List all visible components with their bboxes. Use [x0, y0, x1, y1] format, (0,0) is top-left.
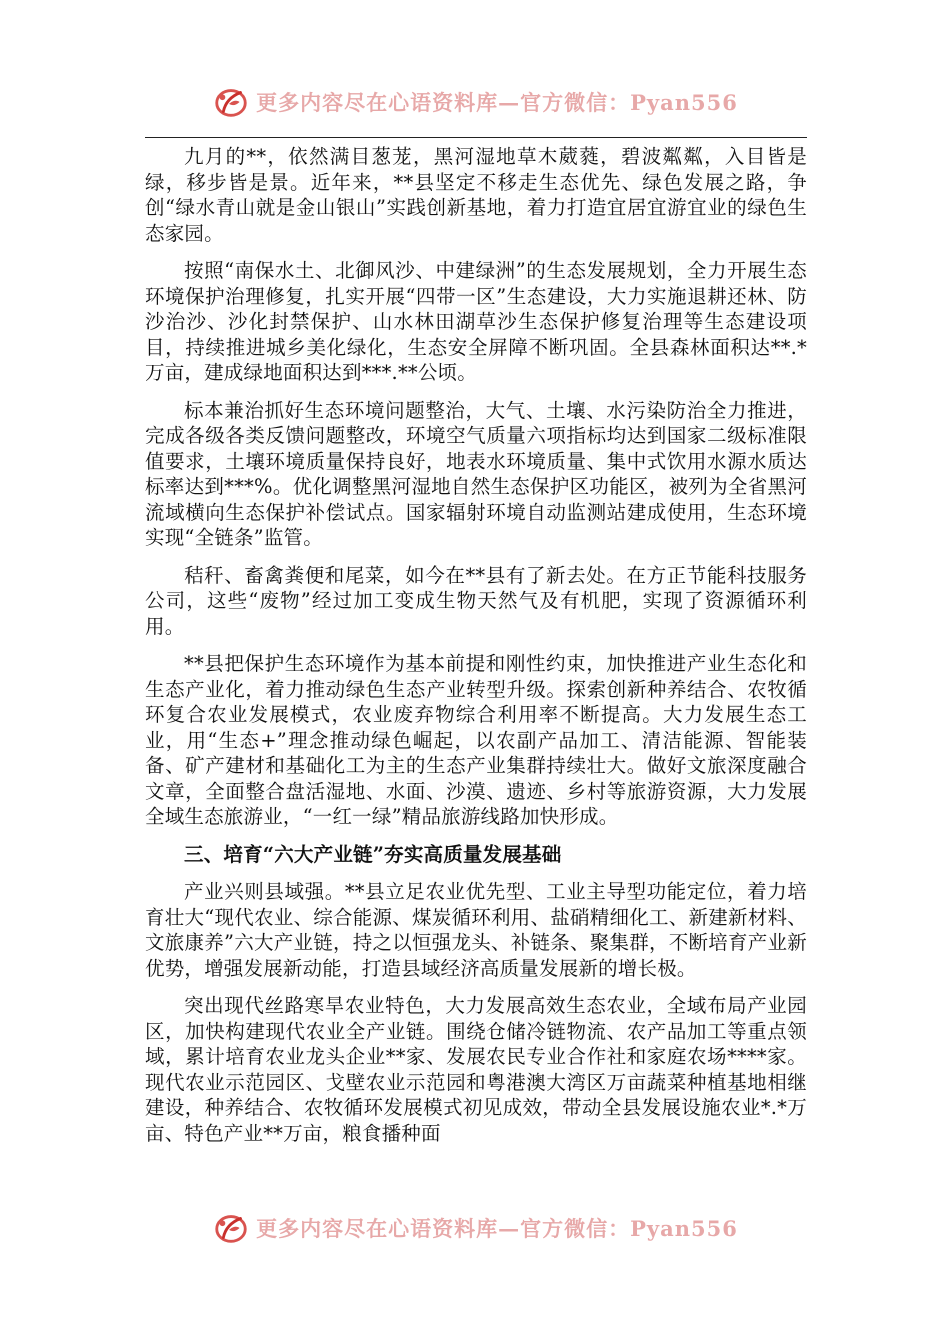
header-divider — [145, 137, 807, 138]
paragraph: 标本兼治抓好生态环境问题整治，大气、土壤、水污染防治全力推进，完成各级各类反馈问题整改，环境空气质量六项指标均达到国家二级标准限值要求，土壤环境质量保持良好，地表水环境质量、集中式饮用水源水质达标率达到***%。优化调整黑河湿地自然生态保护区功能区，被列为全省黑河流域横向生态保护补偿试点。国家辐射环境自动监测站建成使用，生态环境实现“全链条”监管。 — [145, 398, 807, 549]
paragraph: 按照“南保水土、北御风沙、中建绿洲”的生态发展规划，全力开展生态环境保护治理修复，扎实开展“四带一区”生态建设，大力实施退耕还林、防沙治沙、沙化封禁保护、山水林田湖草沙生态保护修复治理等生态建设项目，持续推进城乡美化绿化，生态安全屏障不断巩固。全县森林面积达**.*万亩，建成绿地面积达到***.**公顷。 — [145, 259, 807, 384]
document-body — [145, 144, 807, 1192]
banner-text: 更多内容尽在心语资料库—官方微信：Pyan556 — [256, 1216, 738, 1241]
paragraph: 九月的**，依然满目葱茏，黑河湿地草木葳蕤，碧波粼粼，入目皆是绿，移步皆是景。近年来，**县坚定不移走生态优先、绿色发展之路，争创“绿水青山就是金山银山”实践创新基地，着力打造宜居宜游宜业的绿色生态家园。 — [145, 145, 807, 245]
sprout-logo-icon — [212, 83, 250, 121]
footer-banner — [0, 1206, 950, 1250]
paragraph: **县把保护生态环境作为基本前提和刚性约束，加快推进产业生态化和生态产业化，着力推动绿色生态产业转型升级。探索创新种养结合、农牧循环复合农业发展模式，农业废弃物综合利用率不断提高。大力发展生态工业，用“生态+”理念推动绿色崛起，以农副产品加工、清洁能源、智能装备、矿产建材和基础化工为主的生态产业集群持续壮大。做好文旅深度融合文章，全面整合盘活湿地、水面、沙漠、遗迹、乡村等旅游资源，大力发展全域生态旅游业，“一红一绿”精品旅游线路加快形成。 — [145, 652, 807, 828]
section-heading: 三、培育“六大产业链”夯实高质量发展基础 — [184, 842, 562, 866]
paragraph: 秸秆、畜禽粪便和尾菜，如今在**县有了新去处。在方正节能科技服务公司，这些“废物”经过加工变成生物天然气及有机肥，实现了资源循环利用。 — [145, 563, 807, 638]
paragraph: 产业兴则县域强。**县立足农业优先型、工业主导型功能定位，着力培育壮大“现代农业、综合能源、煤炭循环利用、盐硝精细化工、新建新材料、文旅康养”六大产业链，持之以恒强龙头、补链条、聚集群，不断培育产业新优势，增强发展新动能，打造县域经济高质量发展新的增长极。 — [145, 880, 807, 980]
header-banner — [0, 80, 950, 124]
banner-text: 更多内容尽在心语资料库—官方微信：Pyan556 — [256, 90, 738, 115]
sprout-logo-icon — [212, 1209, 250, 1247]
paragraph: 突出现代丝路寒旱农业特色，大力发展高效生态农业，全域布局产业园区，加快构建现代农业全产业链。围绕仓储冷链物流、农产品加工等重点领域，累计培育农业龙头企业**家、发展农民专业合作社和家庭农场****家。现代农业示范园区、戈壁农业示范园和粤港澳大湾区万亩蔬菜种植基地相继建设，种养结合、农牧循环发展模式初见成效，带动全县发展设施农业*.*万亩、特色产业**万亩，粮食播种面 — [145, 994, 807, 1145]
